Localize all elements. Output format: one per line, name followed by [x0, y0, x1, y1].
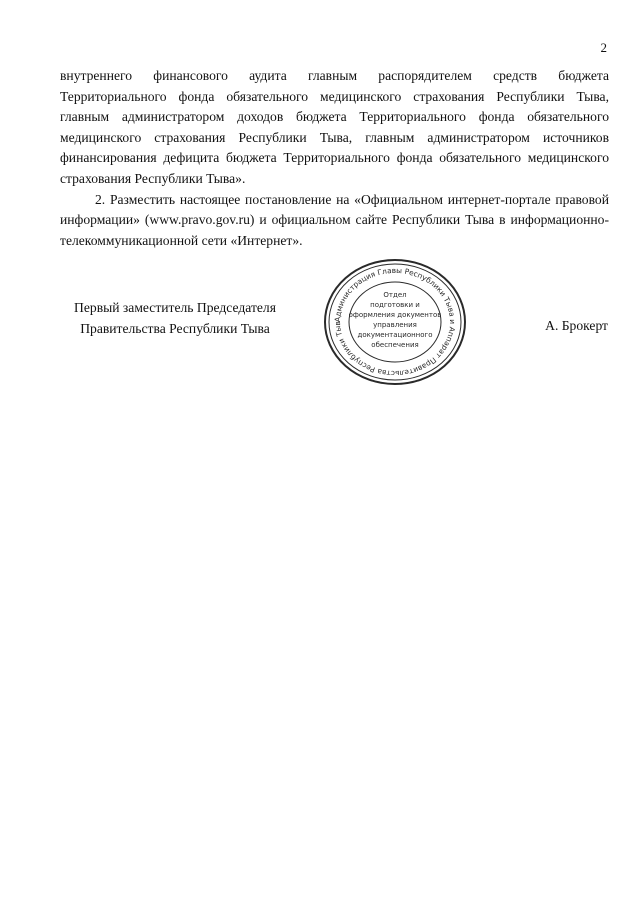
- stamp-inner-line-1: Отдел: [383, 291, 407, 299]
- stamp-outer-text: Администрация Главы Республики Тыва и Аппарат Правительства Республики Тыв: [332, 265, 458, 379]
- stamp-inner-line-3: оформления документов: [348, 311, 442, 319]
- stamp-inner-line-4: управления: [373, 321, 417, 329]
- paragraph-continuation: внутреннего финансового аудита главным распорядителем средств бюджета Территориального фонда обязательного медицинского страхования Республики Тыва, главным администратором доходов бюджета Территориального фонда обязательного медицинского страхования Республики Тыва, главным администратором источников финансирования дефицита бюджета Территориального фонда обязательного медицинского страхования Республики Тыва».: [60, 68, 609, 186]
- paragraph-item-2: 2. Разместить настоящее постановление на «Официальном интернет-портале правовой информации» (www.pravo.gov.ru) и официальном сайте Республики Тыва в информационно-телекоммуникационной сети «Интернет».: [60, 191, 609, 248]
- stamp-inner-line-2: подготовки и: [370, 301, 420, 309]
- signatory-position-line-2: Правительства Республики Тыва: [80, 321, 270, 336]
- stamp-seal-graphic: [323, 258, 467, 386]
- stamp-inner-line-5: документационного: [357, 331, 433, 339]
- official-stamp: [323, 258, 467, 386]
- stamp-inner-line-6: обеспечения: [371, 341, 419, 349]
- document-body: [60, 66, 609, 251]
- signatory-position-line-1: Первый заместитель Председателя: [74, 300, 276, 315]
- signatory-name: А. Брокерт: [545, 318, 608, 333]
- page-number: 2: [600, 40, 607, 55]
- signatory-position: [60, 297, 290, 339]
